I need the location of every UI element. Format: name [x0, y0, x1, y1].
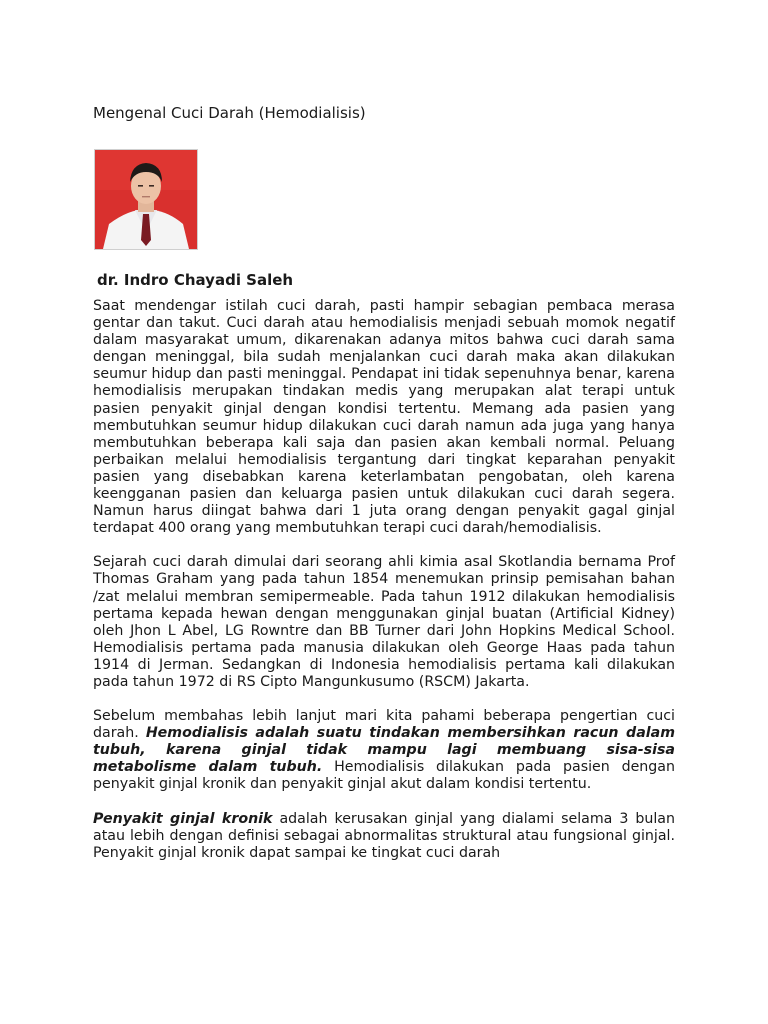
- article-title: Mengenal Cuci Darah (Hemodialisis): [93, 104, 366, 122]
- definition-lead-text: Sebelum membahas lebih lanjut mari kita pahami beberapa pengertian cuci darah.: [93, 708, 675, 742]
- paragraph-history: Sejarah cuci darah dimulai dari seorang ahli kimia asal Skotlandia bernama Prof Thomas Graham yang pada tahun 1854 menemukan prinsip pemisahan bahan /zat melalui membran semipermeable. Pada tahun 1912 dilakukan hemodialisis pertama kepada hewan dengan menggunakan ginjal buatan (Artificial Kidney) oleh Jhon L Abel, LG Rowntre dan BB Turner dari John Hopkins Medical School. Hemodialisis pertama pada manusia dilakukan oleh George Haas pada tahun 1914 di Jerman. Sedangkan di Indonesia hemodialisis pertama kali dilakukan pada tahun 1972 di RS Cipto Mangunkusumo (RSCM) Jakarta.: [93, 554, 675, 690]
- article-body: [93, 298, 675, 879]
- author-photo: [94, 149, 198, 250]
- paragraph-intro: Saat mendengar istilah cuci darah, pasti hampir sebagian pembaca merasa gentar dan takut. Cuci darah atau hemodialisis menjadi sebuah momok negatif dalam masyarakat umum, dikarenakan adanya mitos bahwa cuci darah sama dengan meninggal, bila sudah menjalankan cuci darah maka akan dilakukan seumur hidup dan pasti meninggal. Pendapat ini tidak sepenuhnya benar, karena hemodialisis merupakan tindakan medis yang merupakan alat terapi untuk pasien penyakit ginjal dengan kondisi tertentu. Memang ada pasien yang membutuhkan seumur hidup dilakukan cuci darah namun ada juga yang hanya membutuhkan beberapa kali saja dan pasien akan kembali normal. Peluang perbaikan melalui hemodialisis tergantung dari tingkat keparahan penyakit pasien yang disebabkan karena keterlambatan pengobatan, oleh karena keengganan pasien dan keluarga pasien untuk dilakukan cuci darah segera. Namun harus diingat bahwa dari 1 juta orang dengan penyakit gagal ginjal terdapat 400 orang yang membutuhkan terapi cuci darah/hemodialisis.: [93, 298, 675, 537]
- author-name: dr. Indro Chayadi Saleh: [97, 271, 294, 289]
- definition-tail-text: Hemodialisis dilakukan pada pasien dengan penyakit ginjal kronik dan penyakit ginjal akut dalam kondisi tertentu.: [93, 759, 675, 793]
- chronic-term-emphasis: Penyakit ginjal kronik: [93, 810, 273, 827]
- chronic-text: adalah kerusakan ginjal yang dialami selama 3 bulan atau lebih dengan definisi sebagai abnormalitas struktural atau fungsional ginjal. Penyakit ginjal kronik dapat sampai ke tingkat cuci darah: [93, 810, 675, 861]
- definition-emphasis: Hemodialisis adalah suatu tindakan membersihkan racun dalam tubuh, karena ginjal tidak mampu lagi membuang sisa-sisa metabolisme dalam tubuh.: [93, 725, 675, 776]
- author-portrait-image: [95, 150, 197, 249]
- paragraph-chronic: [93, 811, 675, 862]
- paragraph-definition: [93, 708, 675, 793]
